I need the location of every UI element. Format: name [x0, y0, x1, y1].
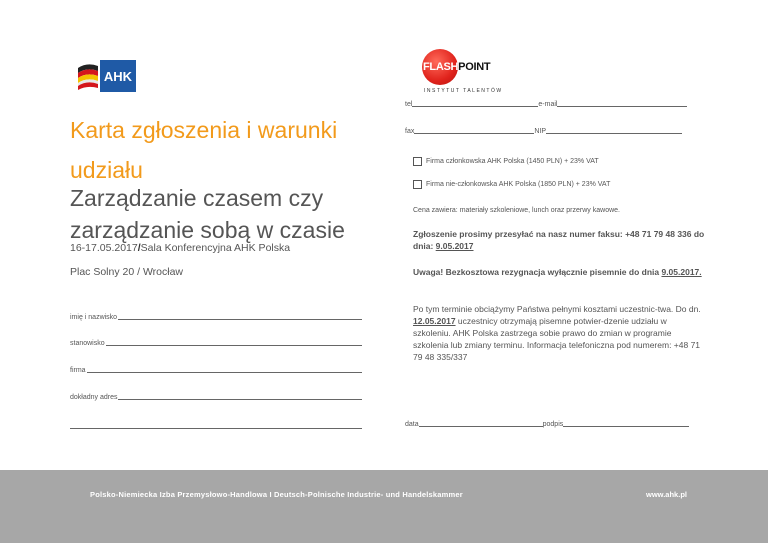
flag-icon	[74, 60, 100, 92]
address-extra-line[interactable]	[70, 428, 362, 429]
event-date-venue: 16-17.05.2017/Sala Konferencyjna AHK Polska	[70, 242, 291, 254]
ahk-logo	[74, 60, 136, 92]
flashpoint-subtitle: INSTYTUT TALENTÓW	[424, 88, 503, 94]
address-field[interactable]: dokładny adres	[70, 394, 362, 401]
option-member[interactable]: Firma członkowska AHK Polska (1450 PLN) + 23% VAT	[413, 157, 599, 166]
price-includes: Cena zawiera: materiały szkoleniowe, lunch oraz przerwy kawowe.	[413, 207, 620, 214]
event-address: Plac Solny 20 / Wrocław	[70, 266, 184, 278]
option-non-member[interactable]: Firma nie-członkowska AHK Polska (1850 PLN) + 23% VAT	[413, 180, 610, 189]
footer-bar	[0, 470, 768, 543]
cancellation-note: Uwaga! Bezkosztowa rezygnacja wyłącznie pisemnie do dnia 9.05.2017.	[413, 267, 702, 277]
fax-nip-row[interactable]: fax NIP	[405, 128, 682, 135]
checkbox-non-member[interactable]	[413, 180, 422, 189]
footer-text: Polsko-Niemiecka Izba Przemysłowo-Handlowa I Deutsch-Polnische Industrie- und Handelskammer	[90, 490, 463, 499]
checkbox-member[interactable]	[413, 157, 422, 166]
flashpoint-logo	[420, 49, 503, 95]
tel-email-row[interactable]: tel e-mail	[405, 101, 687, 108]
fax-note: Zgłoszenie prosimy przesyłać na nasz numer faksu: +48 71 79 48 336 do dnia: 9.05.2017	[413, 229, 705, 251]
form-title: Karta zgłoszenia i warunki udziału	[70, 117, 338, 183]
name-field[interactable]: imię i nazwisko	[70, 314, 362, 321]
footer-website[interactable]: www.ahk.pl	[646, 490, 687, 499]
company-field[interactable]: firma	[70, 367, 362, 374]
ahk-logo-text: AHK	[100, 60, 136, 92]
flashpoint-wordmark: FLASHPOINT	[423, 61, 491, 73]
position-field[interactable]: stanowisko	[70, 340, 362, 347]
terms-paragraph: Po tym terminie obciążymy Państwa pełnymi kosztami uczestnic-twa. Do dn. 12.05.2017 uczestnicy otrzymają pisemne potwier-dzenie udziału w szkoleniu. AHK Polska zastrzega sobie prawo do zmian w programie szkolenia lub zmiany terminu. Informacja telefoniczna pod numerem: +48 71 79 48 335/337	[413, 304, 701, 362]
date-sign-row[interactable]: data podpis	[405, 421, 689, 428]
course-title: Zarządzanie czasem czy zarządzanie sobą w czasie	[70, 185, 345, 243]
